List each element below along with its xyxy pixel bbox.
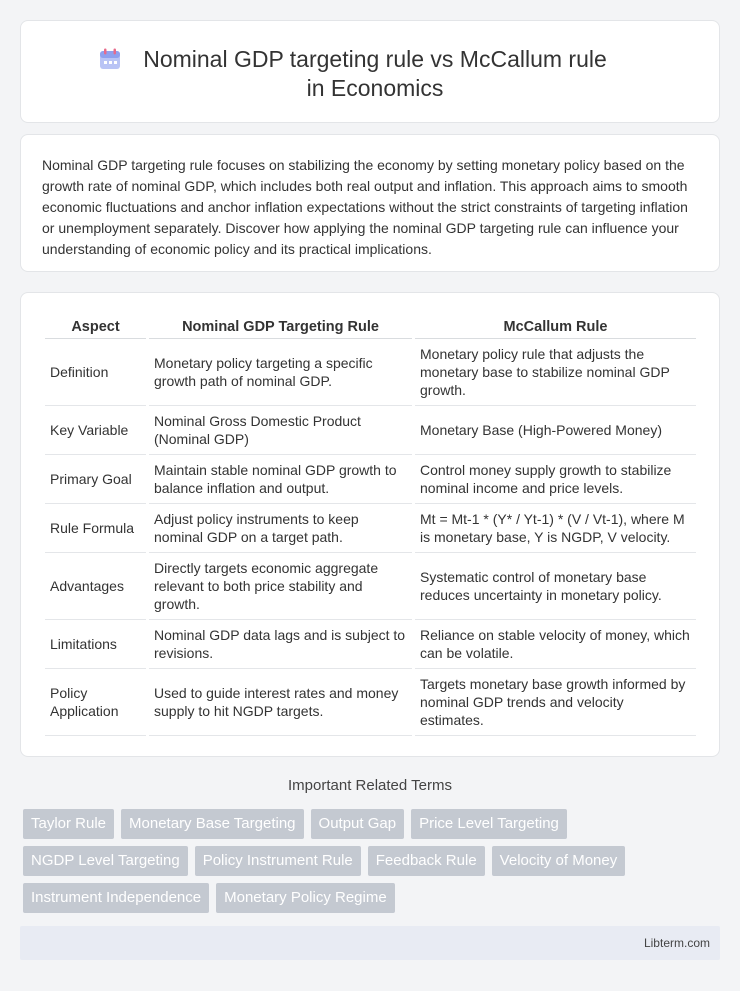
related-terms-list	[23, 809, 703, 920]
related-terms-row	[23, 883, 703, 913]
ngdp-cell: Nominal Gross Domestic Product (Nominal GDP)	[149, 406, 412, 455]
table-row	[45, 504, 696, 553]
table-header-row	[45, 315, 696, 339]
aspect-cell: Limitations	[45, 620, 146, 669]
mccallum-cell: Mt = Mt-1 * (Y* / Yt-1) * (V / Vt-1), where M is monetary base, Y is NGDP, V velocity.	[415, 504, 696, 553]
mccallum-cell: Monetary policy rule that adjusts the monetary base to stabilize nominal GDP growth.	[415, 339, 696, 406]
page-title-text: Nominal GDP targeting rule vs McCallum rule in Economics	[143, 46, 607, 101]
page-title	[21, 45, 719, 103]
related-term-tag[interactable]: Taylor Rule	[23, 809, 114, 839]
header-card	[20, 20, 720, 123]
intro-paragraph: Nominal GDP targeting rule focuses on stabilizing the economy by setting monetary policy based on the growth rate of nominal GDP, which includes both real output and inflation. This approach aims to smooth economic fluctuations and anchor inflation expectations without the strict constraints of targeting inflation or unemployment separately. Discover how applying the nominal GDP targeting rule can influence your understanding of economic policy and its practical implications.	[42, 157, 688, 257]
mccallum-cell: Reliance on stable velocity of money, which can be volatile.	[415, 620, 696, 669]
column-header-ngdp: Nominal GDP Targeting Rule	[149, 315, 412, 339]
aspect-cell: Primary Goal	[45, 455, 146, 504]
aspect-cell: Key Variable	[45, 406, 146, 455]
related-term-tag[interactable]: Feedback Rule	[368, 846, 485, 876]
mccallum-cell: Systematic control of monetary base reduces uncertainty in monetary policy.	[415, 553, 696, 620]
ngdp-cell: Used to guide interest rates and money supply to hit NGDP targets.	[149, 669, 412, 736]
related-terms-title: Important Related Terms	[288, 777, 452, 794]
ngdp-cell: Adjust policy instruments to keep nominal GDP on a target path.	[149, 504, 412, 553]
aspect-cell: Policy Application	[45, 669, 146, 736]
related-term-tag[interactable]: Price Level Targeting	[411, 809, 567, 839]
table-row	[45, 455, 696, 504]
intro-card	[20, 134, 720, 272]
related-term-tag[interactable]: Policy Instrument Rule	[195, 846, 361, 876]
table-row	[45, 406, 696, 455]
table-row	[45, 620, 696, 669]
related-term-tag[interactable]: NGDP Level Targeting	[23, 846, 188, 876]
footer-brand[interactable]: Libterm.com	[643, 936, 710, 950]
table-row	[45, 669, 696, 736]
ngdp-cell: Monetary policy targeting a specific growth path of nominal GDP.	[149, 339, 412, 406]
related-terms-row	[23, 809, 703, 839]
related-term-tag[interactable]: Velocity of Money	[492, 846, 626, 876]
aspect-cell: Definition	[45, 339, 146, 406]
column-header-mccallum: McCallum Rule	[415, 315, 696, 339]
related-term-tag[interactable]: Monetary Policy Regime	[216, 883, 395, 913]
comparison-card	[20, 292, 720, 757]
column-header-aspect: Aspect	[45, 315, 146, 339]
mccallum-cell: Control money supply growth to stabilize nominal income and price levels.	[415, 455, 696, 504]
comparison-table	[42, 315, 699, 736]
footer	[20, 926, 720, 960]
mccallum-cell: Monetary Base (High-Powered Money)	[415, 406, 696, 455]
aspect-cell: Rule Formula	[45, 504, 146, 553]
aspect-cell: Advantages	[45, 553, 146, 620]
ngdp-cell: Nominal GDP data lags and is subject to revisions.	[149, 620, 412, 669]
mccallum-cell: Targets monetary base growth informed by nominal GDP trends and velocity estimates.	[415, 669, 696, 736]
ngdp-cell: Maintain stable nominal GDP growth to balance inflation and output.	[149, 455, 412, 504]
related-term-tag[interactable]: Monetary Base Targeting	[121, 809, 304, 839]
ngdp-cell: Directly targets economic aggregate relevant to both price stability and growth.	[149, 553, 412, 620]
related-terms-row	[23, 846, 703, 876]
related-term-tag[interactable]: Output Gap	[311, 809, 405, 839]
table-row	[45, 553, 696, 620]
table-row	[45, 339, 696, 406]
related-term-tag[interactable]: Instrument Independence	[23, 883, 209, 913]
